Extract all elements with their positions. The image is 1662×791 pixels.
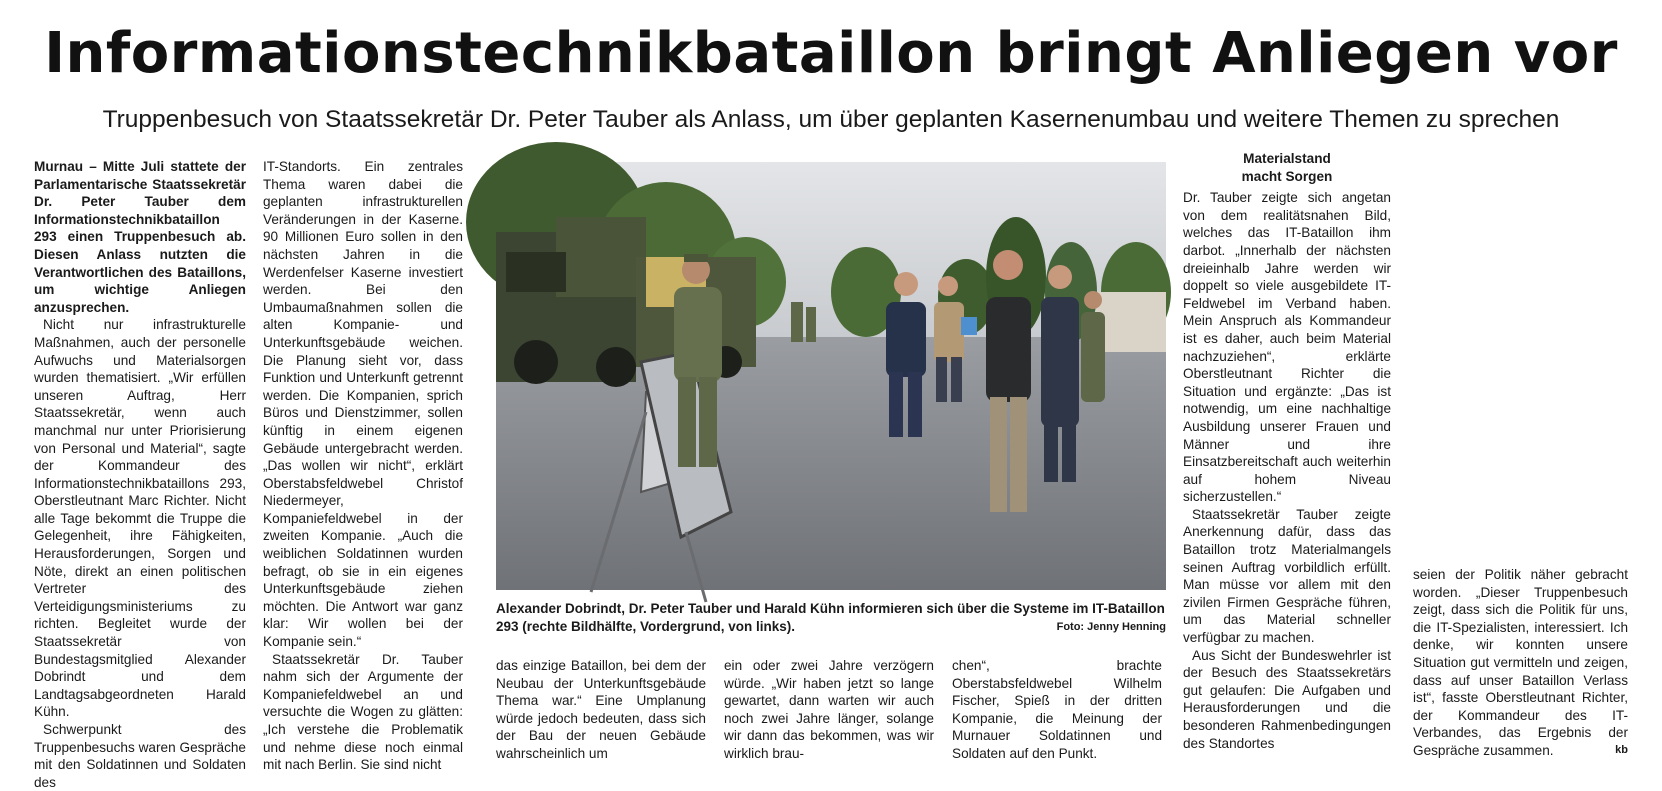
body-paragraph: IT-Standorts. Ein zentrales Thema waren dabei die geplanten infrastrukturellen Veränderungen in der Kaserne. 90 Millionen Euro sollen in den nächsten Jahren in die Werdenfelser Kaserne investiert werden. Bei den Umbaumaßnahmen sollen die alten Kompanie- und Unterkunftsgebäude weichen. Die Planung sieht vor, dass Funktion und Unterkunft getrennt werden. Die Kompanien, sprich Büros und Dienstzimmer, sollen künftig in einem eigenen Gebäude untergebracht werden. „Das wollen wir nicht“, erklärt Oberstabsfeldwebel Christof Niedermeyer, Kompaniefeldwebel in der zweiten Kompanie. „Auch die weiblichen Soldatinnen wurden befragt, ob sie in ein eigenes Unterkunftsgebäude ziehen möchten. Die Antwort war ganz klar: Wir wollen bei der Kompanie sein.“ xyxy=(263,159,463,650)
body-paragraph xyxy=(1413,566,1628,760)
caption-text: Alexander Dobrindt, Dr. Peter Tauber und Harald Kühn informieren sich über die Systeme im IT-Bataillon 293 (rechte Bildhälfte, Vordergrund, von links). xyxy=(496,601,1165,634)
body-paragraph: Staatssekretär Dr. Tauber nahm sich der Argumente der Kompaniefeldwebel an und versuchte die Wogen zu glätten: „Ich verstehe die Problematik und nehme diese noch einmal mit nach Berlin. Sie sind nicht xyxy=(263,651,463,773)
section-subhead: Materialstand macht Sorgen xyxy=(1241,151,1333,184)
photo-credit: Foto: Jenny Henning xyxy=(1056,621,1166,633)
article-column-5 xyxy=(952,657,1162,767)
article-column-6 xyxy=(1183,150,1391,762)
body-paragraph: chen“, brachte Oberstabsfeldwebel Wilhelm Fischer, Spieß in der dritten Kompanie, die Meinung der Murnauer Soldatinnen und Soldaten auf den Punkt. xyxy=(952,658,1162,761)
body-paragraph: Schwerpunkt des Truppenbesuchs waren Gespräche mit den Soldatinnen und Soldaten des xyxy=(34,722,246,790)
photo-illustration xyxy=(496,162,1166,590)
author-signature: kb xyxy=(1615,743,1628,756)
body-paragraph: Dr. Tauber zeigte sich angetan von dem realitätsnahen Bild, welches das IT-Bataillon ihm darbot. „Innerhalb der nächsten dreieinhalb Jahre werden wir doppelt so viele ausgebildete IT-Feldwebel im Verband haben. Mein Anspruch als Kommandeur ist es daher, auch beim Material nachzuziehen“, erklärte Oberstleutnant Richter die Situation und ergänzte: „Das ist notwendig, um eine nachhaltige Ausbildung unserer Frauen und Männer und ihre Einsatzbereitschaft auch weiterhin auf hohem Niveau sicherzustellen.“ xyxy=(1183,190,1391,505)
body-paragraph: ein oder zwei Jahre verzögern würde. „Wir haben jetzt so lange gewartet, dann warten wir auch noch zwei Jahre länger, solange wir dann das bekommen, was wir wirklich brau- xyxy=(724,658,934,761)
body-paragraph: Aus Sicht der Bundeswehrler ist der Besuch des Staatssekretärs gut gelaufen: Die Aufgaben und Herausforderungen und die besonderen Rahmenbedingungen des Standortes xyxy=(1183,647,1391,751)
body-paragraph: Nicht nur infrastrukturelle Maßnahmen, auch der personelle Aufwuchs und Materialsorgen wurden thematisiert. „Wir erfüllen unseren Auftrag, Herr Staatssekretär, wenn auch manchmal nur unter Priorisierung von Personal und Material“, sagte der Kommandeur des Informationstechnikbataillons 293, Oberstleutnant Marc Richter. Nicht alle Tage bekommt die Truppe die Gelegenheit, ihre Fähigkeiten, Herausforderungen, Sorgen und Nöte, direkt an einen politischen Vertreter des Verteidigungsministeriums zu richten. Begleitet wurde der Staatssekretär von Bundestagsmitglied Alexander Dobrindt und dem Landtagsabgeordneten Harald Kühn. xyxy=(34,317,246,720)
article-column-2 xyxy=(263,158,463,773)
article-photo xyxy=(496,162,1166,590)
body-paragraph: das einzige Bataillon, bei dem der Neubau der Unterkunftsgebäude Thema war.“ Eine Umplanung würde jedoch bedeuten, dass sich der Bau der neuen Gebäude wahrscheinlich um xyxy=(496,658,706,761)
body-paragraph: Staatssekretär Tauber zeigte Anerkennung dafür, dass das Bataillon trotz Materialmangels seinen Auftrag vorbildlich erfüllt. Man müsse vor allem mit den zivilen Firmen Gespräche führen, um das Material schneller verfügbar zu machen. xyxy=(1183,506,1391,646)
article-column-7 xyxy=(1413,566,1628,766)
article-column-4 xyxy=(724,657,934,767)
subheadline: Truppenbesuch von Staatssekretär Dr. Peter Tauber als Anlass, um über geplanten Kasernenumbau und weitere Themen zu sprechen xyxy=(102,106,1560,133)
closing-text: seien der Politik näher gebracht worden. „Dieser Truppenbesuch zeigt, dass sich die Politik für uns, die IT-Spezialisten, interessiert. Ich denke, wir konnten unsere Situation gut vermitteln und zeigen, dass auf unser Bataillon Verlass ist“, fasste Oberstleutnant Richter, der Kommandeur des IT-Verbandes, das Ergebnis der Gespräche zusammen. xyxy=(1413,567,1628,758)
headline: Informationstechnikbataillon bringt Anliegen vor xyxy=(44,21,1618,86)
photo-caption xyxy=(496,600,1166,636)
article-column-1 xyxy=(34,158,246,790)
article-column-3 xyxy=(496,657,706,767)
lead-paragraph: Murnau – Mitte Juli stattete der Parlamentarische Staatssekretär Dr. Peter Tauber dem Informationstechnikbataillon 293 einen Truppenbesuch ab. Diesen Anlass nutzten die Verantwortlichen des Bataillons, um wichtige Anliegen anzusprechen. xyxy=(34,159,246,315)
